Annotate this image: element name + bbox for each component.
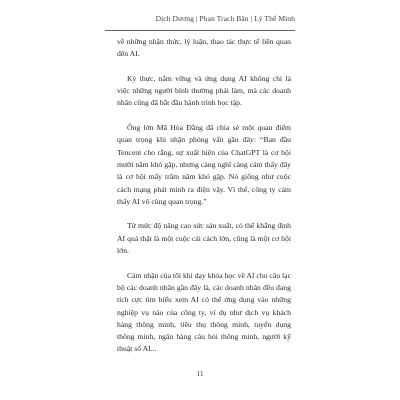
paragraph-2: Kỳ thực, nắm vững và ứng dụng AI không chỉ là việc những người bình thường phải làm, mà các doanh nhân cũng đã bắt đầu hành trình học tập.: [117, 73, 291, 108]
body-text: [117, 36, 291, 368]
page-number: 11: [196, 369, 204, 378]
paragraph-3: Ông lớn Mã Hóa Đằng đã chia sẻ một quan điểm quan trọng khi nhận phỏng vấn gần đây: “Ban đầu Tencent cho rằng, sự xuất hiện của ChatGPT là cơ hội mười năm khó gặp, nhưng càng nghĩ càng cảm thấy đây là cơ hội mấy trăm năm khó gặp. Nó giống như cuộc cách mạng phát minh ra điện vậy. Vì thế, công ty cảm thấy AI vô cùng quan trọng.”: [117, 123, 291, 206]
paragraph-5: Cảm nhận của tôi khi dạy khóa học về AI cho câu lạc bộ các doanh nhân gần đây là, các doanh nhân đều đang tích cực tìm hiểu xem AI có thể ứng dụng vào những nghiệp vụ nào của công ty, ví dụ như dịch vụ khách hàng thông minh, tiêu thụ thông minh, tuyển dụng thông minh, ngân hàng câu hỏi thông minh, người kỹ thuật số AI...: [117, 270, 291, 354]
paragraph-1: về những nhận thức, lý luận, thao tác thực tế liên quan đến AI.: [117, 37, 291, 59]
running-header: Dịch Dương | Phan Trạch Bân | Lý Thế Minh: [155, 14, 295, 23]
header-rule: [105, 30, 295, 31]
paragraph-4: Từ mức độ nâng cao sức sản xuất, có thể khẳng định AI quả thật là một cuộc cải cách lớn, cũng là một cơ hội lớn.: [117, 221, 291, 256]
